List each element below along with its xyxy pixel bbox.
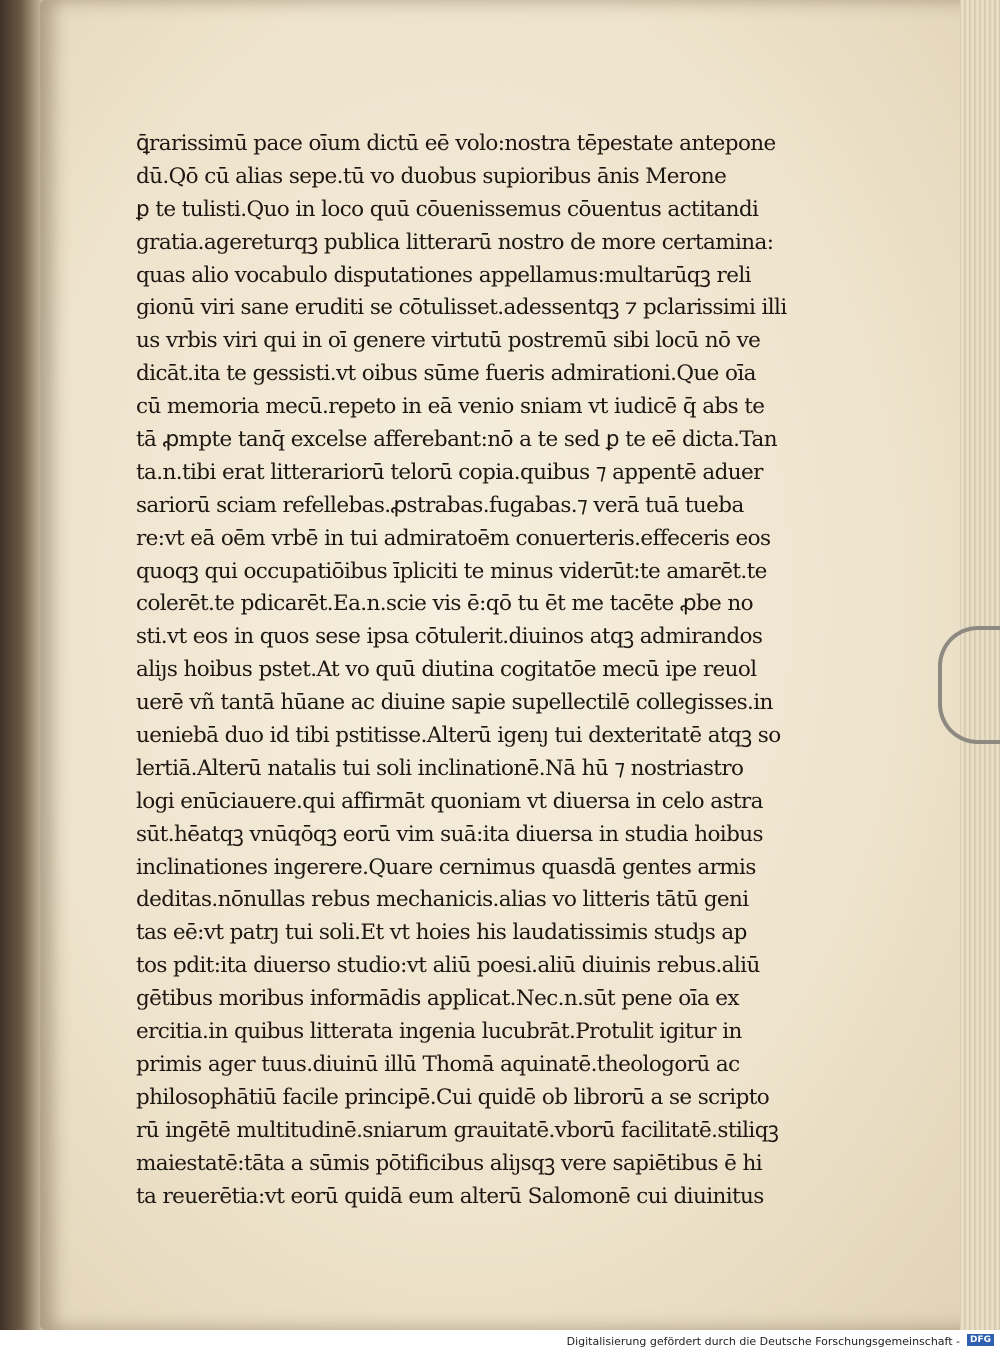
text-line: inclinationes ingerere.Quare cernimus quasdā gentes armis [136,854,756,880]
text-line: maiestatē:tāta a sūmis pōtificibus aliȷsqꝫ vere sapiētibus ē hi [136,1150,763,1176]
text-line: ta reuerētia:vt eorū quidā eum alterū Salomonē cui diuinitus [136,1183,764,1209]
text-line: sūt.hēatqꝫ vnūqōqꝫ eorū vim suā:ita diuersa in studia hoibus [136,821,763,847]
text-line: ercitia.in quibus litterata ingenia lucubrāt.Protulit igitur in [136,1019,742,1045]
text-line: logi enūciauere.qui affirmāt quoniam vt diuersa in celo astra [136,788,763,814]
text-line: tos pdit:ita diuerso studio:vt aliū poesi.aliū diuinis rebus.aliū [136,953,760,979]
text-line: aliȷs hoibus pstet.At vo quū diutina cogitatōe mecū ipe reuol [136,657,757,683]
text-line: deditas.nōnullas rebus mechanicis.alias vo litteris tātū geni [136,887,749,913]
text-line: ueniebā duo id tibi pstitisse.Alterū igenȷ tui dexteritatē atqꝫ so [136,723,781,749]
text-line: sariorū sciam refellebas.ꝓstrabas.fugabas.⁊ verā tuā tueba [136,492,744,518]
text-line: gētibus moribus informādis applicat.Nec.n.sūt pene oīa ex [136,986,739,1012]
text-line: quoqꝫ qui occupatiōibus īpliciti te minus viderūt:te amarēt.te [136,558,767,584]
text-block [136,128,804,1213]
funding-credit: Digitalisierung gefördert durch die Deutsche Forschungsgemeinschaft - [566,1335,960,1348]
text-line: tas eē:vt patrȷ tui soli.Et vt hoies his laudatissimis studȷs ap [136,920,747,946]
digitization-footer [0,1330,1000,1352]
text-line: ꝗ̄rarissimū pace oīum dictū eē volo:nostra tēpestate antepone [136,131,776,156]
text-line: ta.n.tibi erat litterariorū telorū copia.quibus ⁊ appentē aduer [136,459,763,485]
text-line: re:vt eā oēm vrbē in tui admiratoēm conuerteris.effeceris eos [136,525,771,551]
text-line: cū memoria mecū.repeto in eā venio sniam vt iudicē q̄ abs te [136,394,765,420]
text-line: philosophātiū facile principē.Cui quidē ob librorū a se scripto [136,1084,770,1110]
text-line: dicāt.ita te gessisti.vt oibus sūme fueris admirationi.Que oīa [136,361,756,387]
text-line: ꝑ te tulisti.Quo in loco quū cōuenissemus cōuentus actitandi [136,196,759,222]
text-line: colerēt.te pdicarēt.Ea.n.scie vis ē:qō tu ēt me tacēte ꝓbe no [136,591,753,617]
text-line: gionū viri sane eruditi se cōtulisset.adessentqꝫ ⁊ pclarissimi illi [136,295,787,321]
dfg-logo: DFG [967,1334,994,1346]
text-line: gratia.agereturqꝫ publica litterarū nostro de more certamina: [136,229,774,255]
text-line: lertiā.Alterū natalis tui soli inclinationē.Nā hū ⁊ nostriastro [136,755,744,781]
text-line: sti.vt eos in quos sese ipsa cōtulerit.diuinos atqꝫ admirandos [136,624,763,650]
text-line: primis ager tuus.diuinū illū Thomā aquinatē.theologorū ac [136,1051,740,1077]
text-line: rū ingētē multitudinē.sniarum grauitatē.vborū facilitatē.stiliqꝫ [136,1117,779,1143]
text-line: tā ꝓmpte tanq̄ excelse afferebant:nō a te sed ꝑ te eē dicta.Tan [136,427,777,453]
text-line: dū.Qō cū alias sepe.tū vo duobus supioribus ānis Merone [136,163,727,189]
text-line: us vrbis viri qui in oī genere virtutū postremū sibi locū nō ve [136,328,761,354]
text-line: quas alio vocabulo disputationes appellamus:multarūqꝫ reli [136,262,751,288]
text-line: uerē vñ tantā hūane ac diuine sapie supellectilē collegisses.in [136,690,773,716]
paper-clip [938,626,1000,744]
